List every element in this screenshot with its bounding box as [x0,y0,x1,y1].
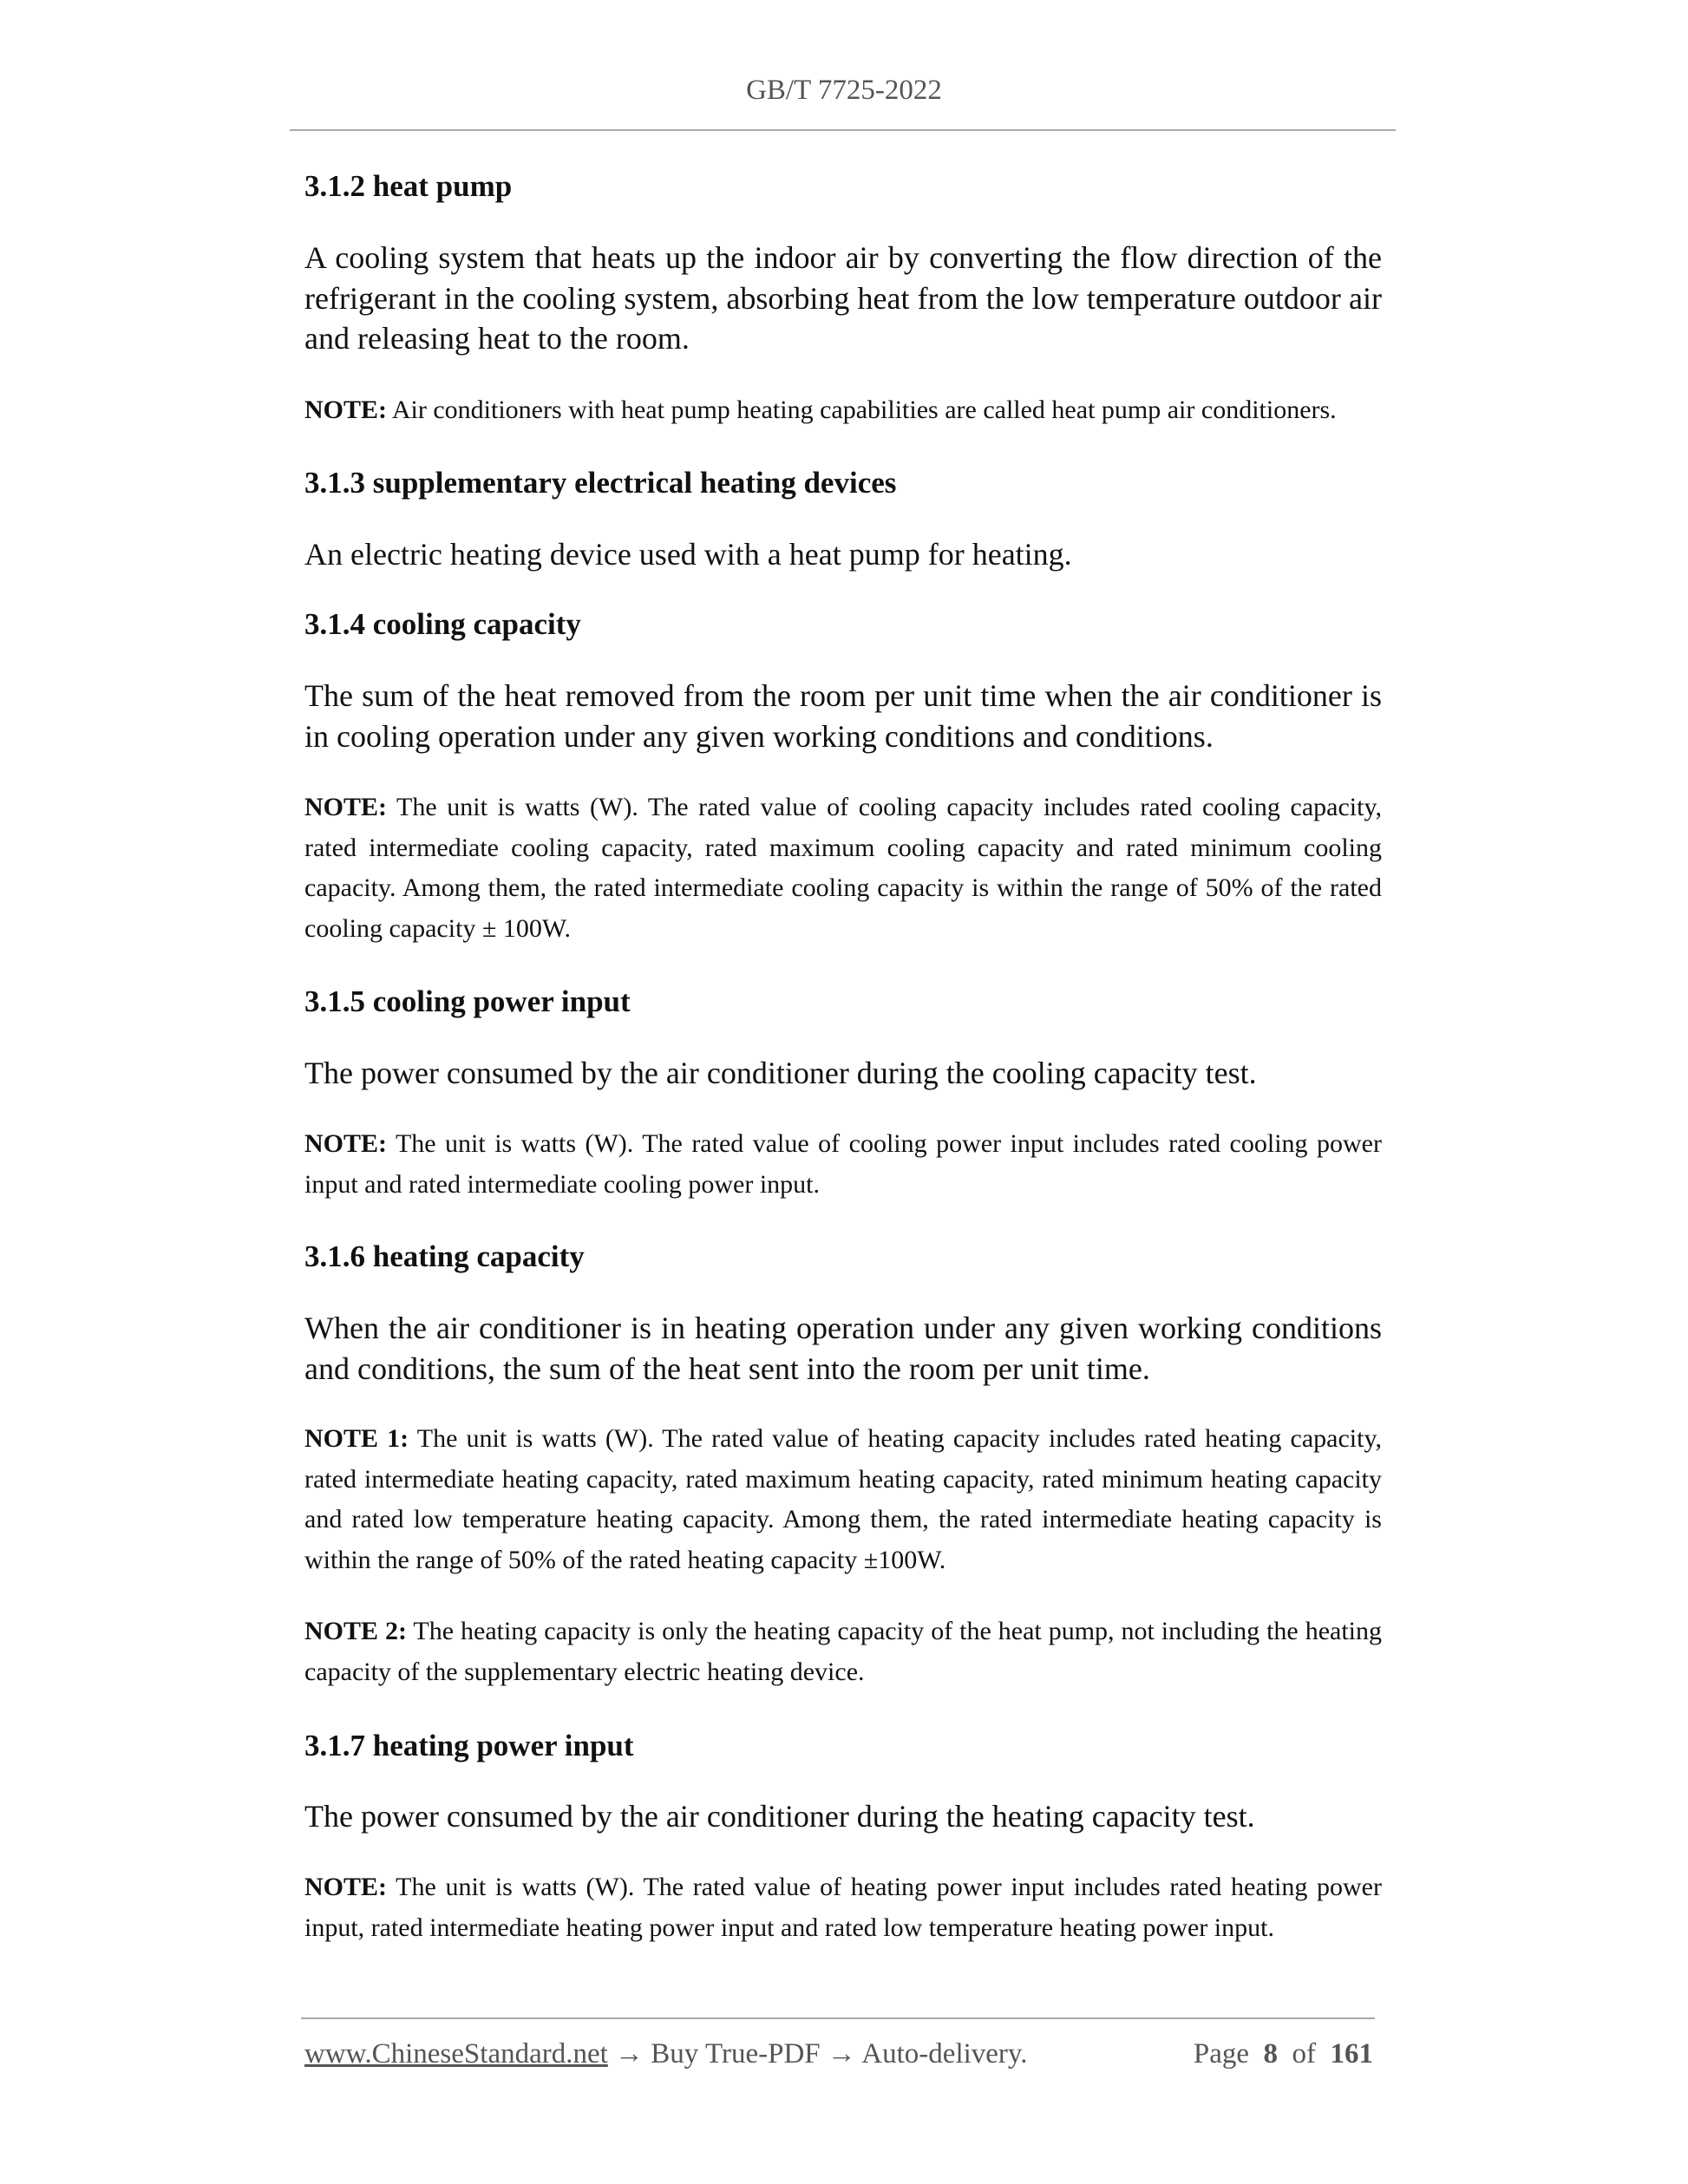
note-label: NOTE 1: [304,1424,409,1453]
section-note [304,390,1382,431]
note-text: The heating capacity is only the heating capacity of the heat pump, not including the heating capacity of the supplementary electric heating device. [304,1617,1383,1686]
section-text: A cooling system that heats up the indoor air by converting the flow direction of the refrigerant in the cooling system, absorbing heat from the low temperature outdoor air and releasing heat to the room. [304,240,1382,356]
note-text: Air conditioners with heat pump heating capabilities are called heat pump air conditioners. [387,396,1337,424]
note-text: The unit is watts (W). The rated value of heating capacity includes rated heating capacity, rated intermediate heating capacity, rated maximum heating capacity, rated minimum heating capacity and rated low temperature heating capacity. Among them, the rated intermediate heating capacity is within the range of 50% of the rated heating capacity ±100W. [304,1424,1383,1575]
section-heading: 3.1.4 cooling capacity [304,607,581,641]
section-note [304,1419,1382,1581]
header-divider [290,129,1396,131]
section-text: The power consumed by the air conditioner during the heating capacity test. [304,1799,1255,1834]
document-header: GB/T 7725-2022 [746,75,942,106]
section-note [304,788,1382,950]
document-footer [304,2038,1373,2070]
total-pages: 161 [1330,2038,1373,2070]
section-note [304,1612,1382,1692]
note-text: The unit is watts (W). The rated value of heating power input includes rated heating power input, rated intermediate heating power input and rated low temperature heating power input. [304,1873,1382,1942]
section-text: When the air conditioner is in heating operation under any given working conditions and conditions, the sum of the heat sent into the room per unit time. [304,1311,1382,1386]
section-text: The power consumed by the air conditioner during the cooling capacity test. [304,1056,1257,1090]
footer-promo [304,2038,1028,2070]
page-number [1194,2038,1373,2070]
current-page: 8 [1263,2038,1278,2070]
note-text: The unit is watts (W). The rated value of cooling power input includes rated cooling power input and rated intermediate cooling power input. [304,1129,1382,1199]
section-heading: 3.1.7 heating power input [304,1729,634,1762]
note-label: NOTE: [304,793,388,821]
section-heading: 3.1.6 heating capacity [304,1239,585,1273]
section-text: The sum of the heat removed from the room per unit time when the air conditioner is in cooling operation under any given working conditions and conditions. [304,678,1382,754]
section-note [304,1124,1382,1205]
note-label: NOTE: [304,1129,388,1158]
note-label: NOTE: [304,1873,388,1901]
footer-divider [301,2017,1375,2019]
note-text: The unit is watts (W). The rated value of cooling capacity includes rated cooling capacity, rated intermediate cooling capacity, rated maximum cooling capacity and rated minimum cooling capacity. Among them, the rated intermediate cooling capacity is within the range of 50% of the rated cooling capacity ± 100W. [304,793,1382,944]
section-text: An electric heating device used with a heat pump for heating. [304,537,1072,572]
section-heading: 3.1.2 heat pump [304,169,513,203]
section-heading: 3.1.5 cooling power input [304,984,631,1018]
footer-tail: → Buy True-PDF → Auto-delivery. [607,2038,1028,2070]
note-label: NOTE 2: [304,1617,407,1645]
page-label: Page [1193,2038,1249,2070]
of-label: of [1292,2038,1316,2070]
website-link[interactable]: www.ChineseStandard.net [304,2038,608,2070]
note-label: NOTE: [304,396,388,424]
section-heading: 3.1.3 supplementary electrical heating devices [304,466,897,500]
section-note [304,1867,1382,1948]
